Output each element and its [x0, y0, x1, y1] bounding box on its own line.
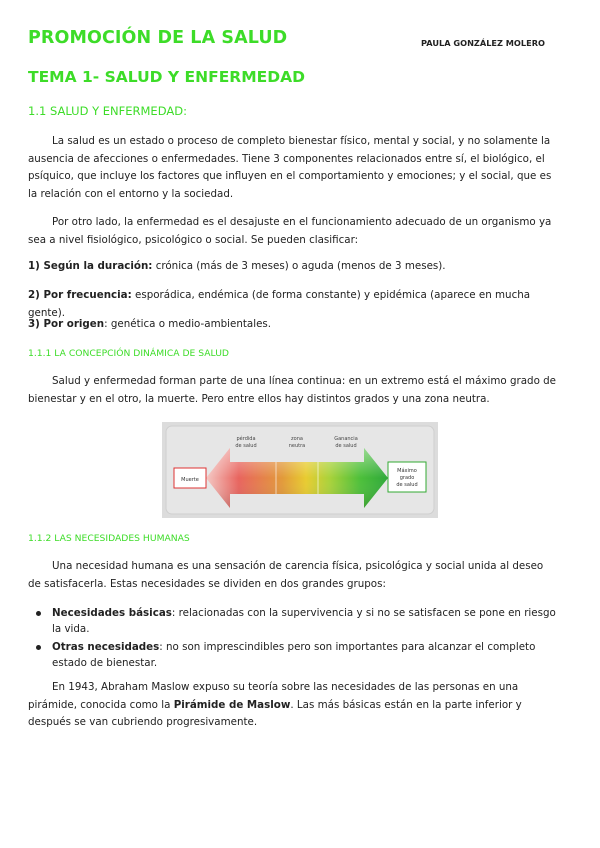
bullet-dot-icon	[36, 611, 41, 616]
max-health-label-2: grado	[399, 475, 415, 481]
classification-duration	[28, 258, 558, 276]
classification-origin	[28, 316, 558, 334]
human-needs-paragraph: Una necesidad humana es una sensación de carencia física, psicológica y social unida al deseo de satisfacerla. Estas necesidades se dividen en dos grandes grupos:	[28, 560, 544, 590]
section-1-1-1-heading: 1.1.1 LA CONCEPCIÓN DINÁMICA DE SALUD	[28, 348, 230, 359]
gain-label-1: Ganancia	[334, 436, 358, 442]
tema-title: TEMA 1- SALUD Y ENFERMEDAD	[28, 68, 305, 86]
other-needs-text: : no son imprescindibles pero son importantes para alcanzar el completo estado de bienestar.	[52, 641, 536, 669]
other-needs-label: Otras necesidades	[52, 641, 160, 653]
needs-list	[28, 605, 558, 673]
document-title: PROMOCIÓN DE LA SALUD	[28, 28, 288, 48]
bullet-dot-icon	[36, 645, 41, 650]
dynamic-health-paragraph: Salud y enfermedad forman parte de una línea continua: en un extremo está el máximo grado de bienestar y en el otro, la muerte. Pero entre ellos hay distintos grados y una zona neutra.	[28, 375, 557, 405]
maslow-text-a: En 1943, Abraham Maslow expuso su teoría sobre las necesidades de las personas en una pirámide, conocida como la	[28, 681, 519, 711]
maslow-text-b: . Las más básicas están en la parte inferior y después se van cubriendo progresivamente.	[28, 698, 522, 728]
neutral-label-1: zona	[291, 436, 303, 442]
gain-label-2: de salud	[335, 443, 357, 449]
max-health-label-3: de salud	[396, 482, 418, 488]
basic-needs-label: Necesidades básicas	[52, 607, 172, 619]
health-continuum-diagram	[162, 422, 438, 518]
loss-label-2: de salud	[235, 443, 257, 449]
needs-list-item-other	[28, 639, 558, 671]
author-name: PAULA GONZÁLEZ MOLERO	[421, 38, 545, 48]
neutral-label-2: neutra	[288, 443, 306, 449]
classification-origin-label: 3) Por origen	[28, 318, 105, 330]
classification-frequency-label: 2) Por frecuencia:	[28, 289, 132, 301]
section-1-1-heading: 1.1 SALUD Y ENFERMEDAD:	[28, 104, 187, 118]
death-label: Muerte	[181, 477, 199, 483]
needs-list-item-basic	[28, 605, 558, 637]
salud-definition-paragraph: La salud es un estado o proceso de completo bienestar físico, mental y social, y no solamente la ausencia de afecciones o enfermedades. Tiene 3 componentes relacionados entre sí, el biológico, el psíquico, que incluye los factores que influyen en el comportamiento y emociones; y el social, que es la relación con el entorno y la sociedad.	[28, 135, 552, 200]
classification-frequency-text: esporádica, endémica (de forma constante) y epidémica (aparece en mucha gente).	[28, 289, 531, 319]
enfermedad-definition-paragraph: Por otro lado, la enfermedad es el desajuste en el funcionamiento adecuado de un organismo ya sea a nivel fisiológico, psicológico o social. Se pueden clasificar:	[28, 216, 552, 246]
classification-duration-text: crónica (más de 3 meses) o aguda (menos de 3 meses).	[152, 260, 446, 272]
maslow-pyramid-term: Pirámide de Maslow	[173, 698, 291, 711]
health-continuum-figure	[162, 422, 438, 518]
basic-needs-text: : relacionadas con la supervivencia y si no se satisfacen se pone en riesgo la vida.	[52, 607, 556, 635]
classification-duration-label: 1) Según la duración:	[28, 260, 153, 272]
max-health-label-1: Máximo	[397, 468, 417, 474]
maslow-paragraph	[28, 679, 558, 732]
loss-label-1: pérdida	[236, 436, 256, 442]
section-1-1-2-heading: 1.1.2 LAS NECESIDADES HUMANAS	[28, 533, 190, 544]
classification-origin-text: : genética o medio-ambientales.	[104, 318, 272, 330]
